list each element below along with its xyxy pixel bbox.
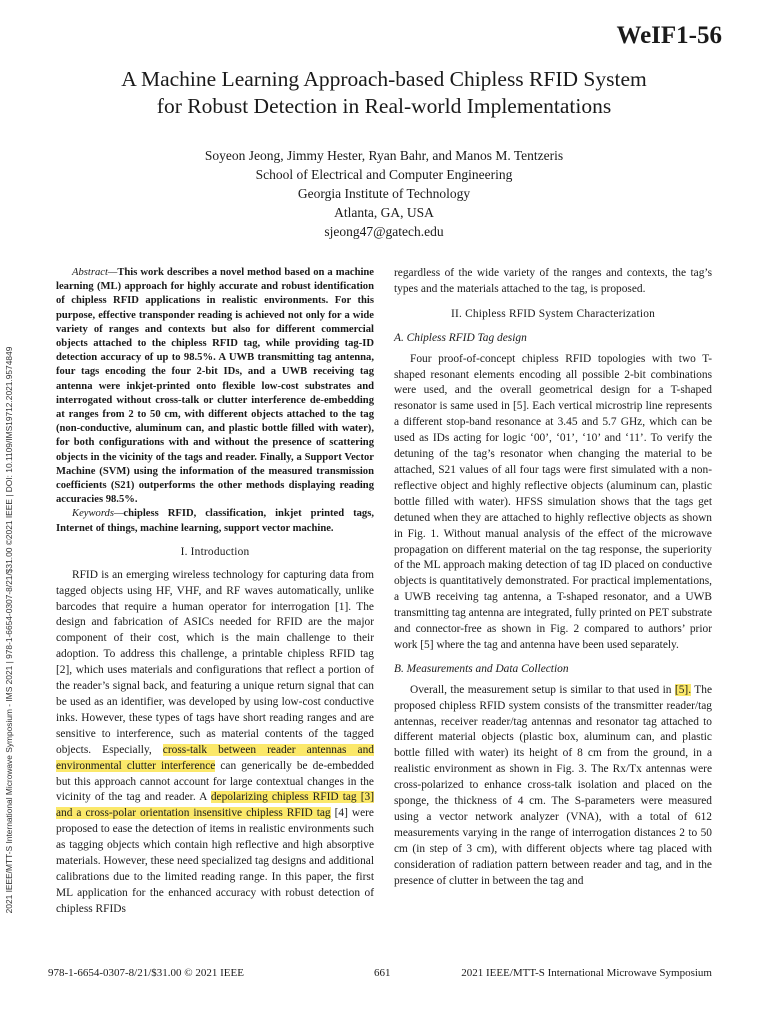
abstract-lead: Abstract—: [72, 267, 118, 278]
author-location: Atlanta, GA, USA: [334, 205, 434, 220]
author-institute: Georgia Institute of Technology: [297, 186, 471, 201]
author-block: [40, 146, 728, 241]
left-column: [56, 266, 374, 918]
measurements-text-b: The proposed chipless RFID system consists of the transmitter reader/tag antennas, receiver reader/tag antennas and resonator tag attached to different material objects (plastic box, aluminum can, and plastic bottle filled with water) its height of 8 cm from the ground, in a realistic environment as shown in Fig. 3. The Rx/Tx antennas were cross-polarized to enhance cross-talk isolation and placed on the sponge, the thickness of 4 cm. The S-parameters were measured using a vector network analyzer (VNA), with a total of 612 measurements varying in the range of interrogation distances 2 to 50 cm (in step of 3 cm), with different objects where tag placed with consideration of radiation pattern between reader and tag, and in the presence of clutter in between the tag and: [394, 683, 712, 887]
intro-text-a: RFID is an emerging wireless technology for capturing data from tagged objects using HF, VHF, and RF waves automatically, unlike barcodes that require a human operator for interrogation [1]. The design and fabrication of ASICs needed for RFID are the major component of their cost, which is the main challenge to their adoption. To address this challenge, a printable chipless RFID tag [2], which uses materials and configurations that reflect a portion of the reader’s signal back, and featuring a unique return signal that can be used as an identifier, was developed by using low-cost conductive inks. However, these types of tags have short reading ranges and are sensitive to interference, such as material contents of the tagged objects. Especially,: [56, 568, 374, 756]
author-school: School of Electrical and Computer Engineering: [255, 167, 513, 182]
intro-text-c: [4] were proposed to ease the detection of items in realistic environments such as tagging objects which contain high reflective and high absorptive materials. However, these need specialized tag designs and additional calibrations due to the limited reading range. In this paper, the first ML application for the enhanced accuracy with robust detection of chipless RFIDs: [56, 807, 374, 915]
keywords-lead: Keywords—: [72, 508, 124, 520]
title-line-1: A Machine Learning Approach-based Chipless RFID System: [121, 67, 647, 91]
paper-id: WeIF1-56: [616, 22, 722, 49]
measurements-paragraph: [394, 683, 712, 890]
footer-copyright: 978-1-6654-0307-8/21/$31.00 © 2021 IEEE: [48, 967, 244, 979]
subsection-heading-tag-design: A. Chipless RFID Tag design: [394, 331, 527, 344]
section-heading-introduction: I. Introduction: [180, 545, 250, 558]
subsection-heading-measurements: B. Measurements and Data Collection: [394, 662, 569, 675]
keywords: [56, 507, 374, 535]
intro-paragraph: [56, 568, 374, 918]
keywords-text: chipless RFID, classification, inkjet printed tags, Internet of things, machine learning, support vector machine.: [56, 508, 374, 534]
highlight-1: cross-talk between reader antennas and environmental clutter interference: [56, 743, 374, 772]
title-line-2: for Robust Detection in Real-world Implementations: [156, 94, 612, 118]
highlight-3: [5].: [674, 683, 692, 696]
highlight-2: depolarizing chipless RFID tag [3] and a cross-polar orientation insensitive chipless RFID tag: [56, 791, 375, 820]
paper-title: [40, 66, 728, 120]
footer-conference: 2021 IEEE/MTT-S International Microwave Symposium: [461, 967, 712, 979]
section-heading-characterization: II. Chipless RFID System Characterization: [450, 307, 656, 320]
right-column: [394, 266, 712, 890]
intro-text-b: can generically be de-embedded but this approach cannot account for large contextual changes in the vicinity of the tag and reader. A: [56, 759, 374, 804]
side-publication-note: 2021 IEEE/MTT-S International Microwave Symposium - IMS 2021 | 978-1-6654-0307-8/21/$31.00 ©2021 IEEE | DOI: 10.1109/IMS19712.2021.9574849: [4, 346, 14, 914]
abstract-text: This work describes a novel method based on a machine learning (ML) approach for highly accurate and robust identification of chipless RFID applications in realistic environments. For this purpose, effective transponder reading is achieved not only for a wide variety of ranges and contexts but also for different commercial objects attached to the chipless RFID tag, while providing tag-ID detection accuracy of up to 98.5%. A UWB transmitting tag antenna, four tags encoding the four 2-bit IDs, and a UWB receiving tag antenna were inkjet-printed onto flexible low-cost substrates and interrogated without cross-talk or clutter interference de-embedding at ranges from 2 to 50 cm, with different objects attached to the tag (non-conductive, aluminum can, and plastic bottle filled with water), for both configurations with and without the presence of scattering objects in the vicinity of the tags and reader. Finally, a Support Vector Machine (SVM) using the information of the measured transmission coefficients (S21) outperforms the other methods displaying reading accuracies 98.5%.: [56, 267, 374, 506]
tag-design-paragraph: Four proof-of-concept chipless RFID topologies with two T-shaped resonant elements encoding all possible 2-bit combinations were used, and the overall geometrical design for a T-shaped resonator is same used in [5]. Each vertical microstrip line represents a different stop-band resonance at 3.45 and 5.7 GHz, which can be used as IDs acting for logic ‘00’, ‘01’, ‘10’ and ‘11’. To verify the detuning of the tag’s resonator when changing the material to be attached, S21 values of all four tags were first simulated with a non-reflective object and highly reflective objects (aluminum can, plastic bottle filled with water). HFSS simulation shows that the tags get detuned when they are attached to highly reflective objects as shown in Fig. 1. Without manual analysis of the effect of the microwave propagation on different material on the tag response, the superiority of the ML approach making detection of tag ID placed on conductive objects is quantitatively demonstrated. For practical implementations, a UWB receiving tag antenna, a T-shaped resonator, and a UWB transmitting tag antenna are integrated, fully printed on PET substrate and connector-free as shown in Fig. 2 compared to authors’ prior work [5] where the tag and antenna have been used separately.: [394, 352, 713, 651]
author-names: Soyeon Jeong, Jimmy Hester, Ryan Bahr, and Manos M. Tentzeris: [204, 148, 564, 163]
author-email[interactable]: sjeong47@gatech.edu: [324, 224, 444, 239]
abstract: [56, 266, 374, 507]
intro-paragraph-continued: regardless of the wide variety of the ranges and contexts, the tag’s types and the materials attached to the tag, is proposed.: [394, 267, 712, 295]
footer-page-number: 661: [374, 967, 391, 979]
measurements-text-a: Overall, the measurement setup is similar to that used in: [410, 683, 675, 696]
